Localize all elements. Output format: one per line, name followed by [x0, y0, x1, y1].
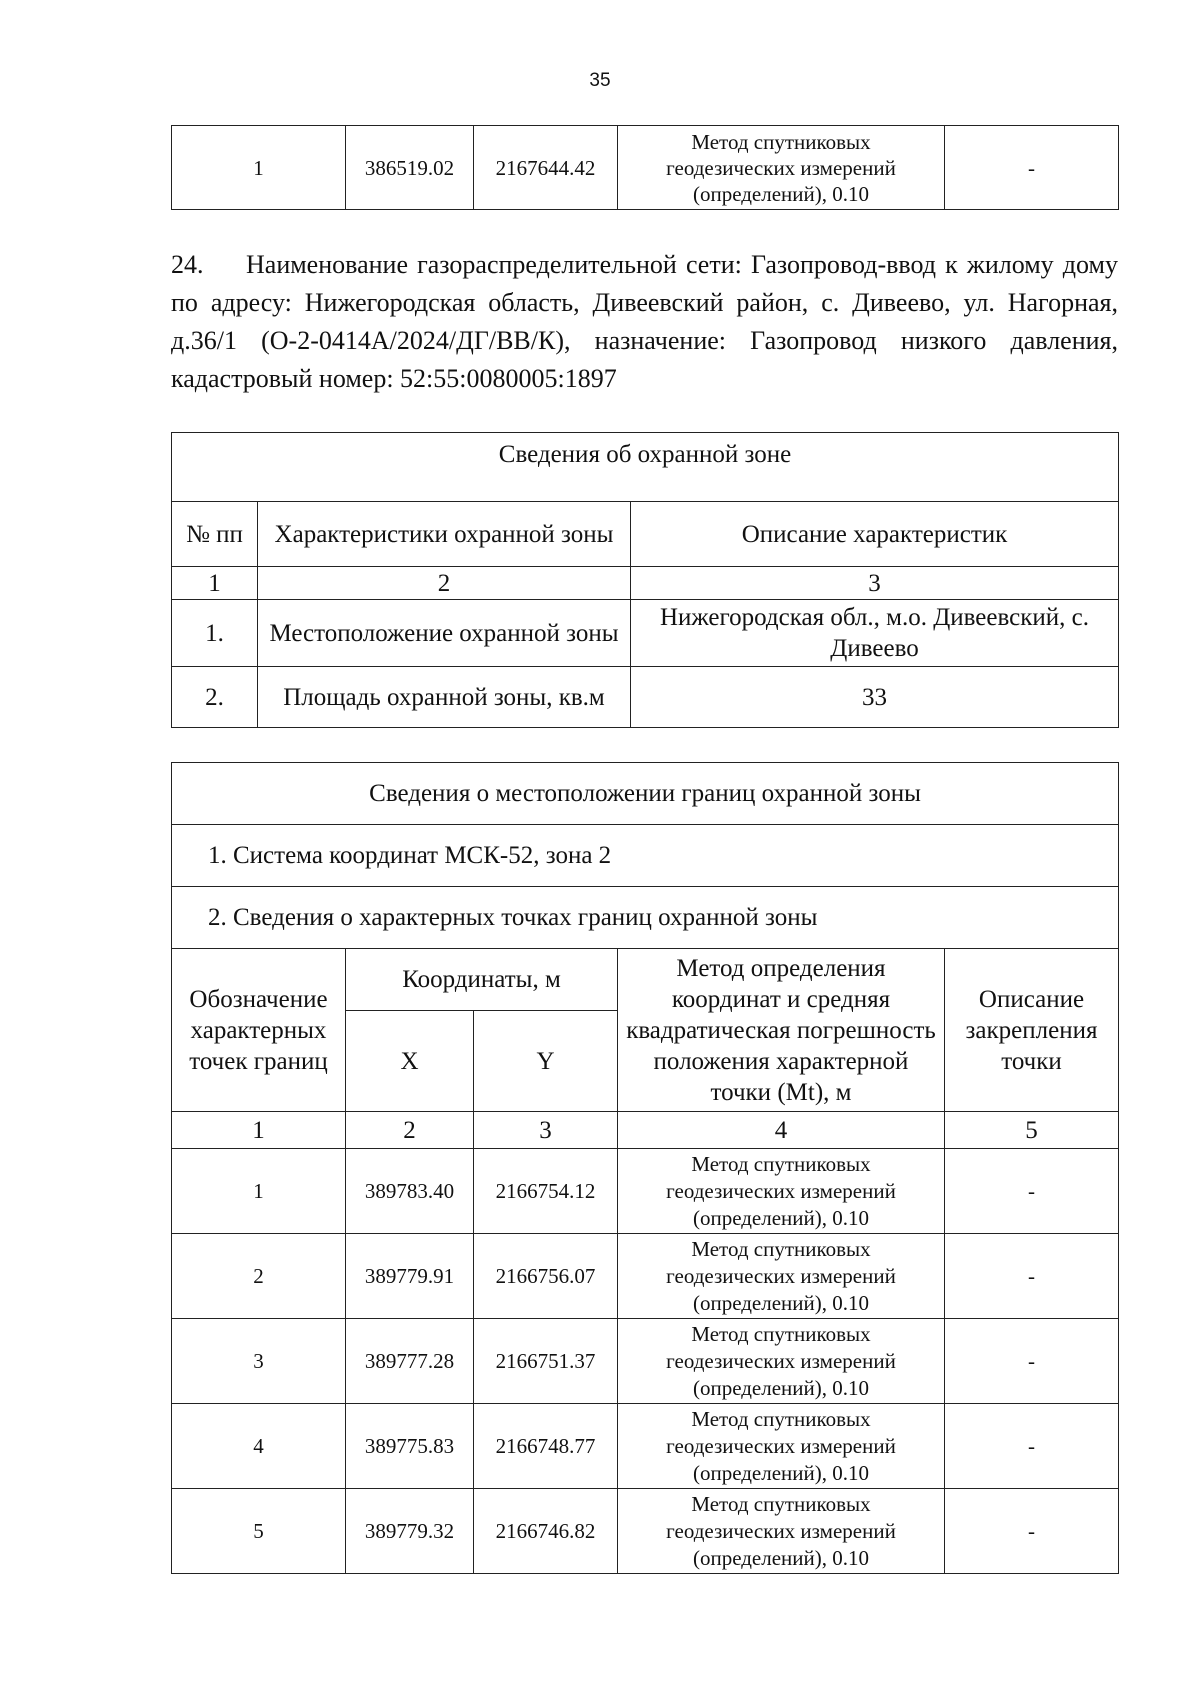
- x-cell: 389783.40: [346, 1149, 474, 1234]
- method-cell: [618, 1149, 945, 1234]
- method-cell: [618, 126, 945, 210]
- point-cell: 3: [172, 1319, 346, 1404]
- x-cell: 389779.91: [346, 1234, 474, 1319]
- method-line: геодезических измерений: [666, 155, 896, 180]
- method-line: геодезических измерений: [666, 1263, 896, 1288]
- method-cell: [618, 1234, 945, 1319]
- method-line: Метод спутниковых: [691, 1151, 871, 1176]
- x-cell: 389779.32: [346, 1489, 474, 1574]
- fixing-cell: -: [945, 1234, 1119, 1319]
- method-line: Метод спутниковых: [691, 1321, 871, 1346]
- zone-table-title: Сведения об охранной зоне: [172, 433, 1119, 502]
- header-fixing: Описание закрепления точки: [945, 949, 1119, 1112]
- item-number: 24.: [171, 250, 204, 279]
- col-number: 3: [631, 567, 1119, 600]
- point-cell: 4: [172, 1404, 346, 1489]
- y-cell: 2167644.42: [474, 126, 618, 210]
- header-y: Y: [474, 1011, 618, 1112]
- bounds-table-title: Сведения о местоположении границ охранной зоны: [172, 763, 1119, 825]
- method-cell: [618, 1319, 945, 1404]
- point-cell: 1: [172, 126, 346, 210]
- header-description: Описание характеристик: [631, 502, 1119, 567]
- point-cell: 5: [172, 1489, 346, 1574]
- y-cell: 2166754.12: [474, 1149, 618, 1234]
- header-x: X: [346, 1011, 474, 1112]
- method-cell: [618, 1489, 945, 1574]
- boundary-points-table: [171, 762, 1119, 1574]
- method-line: Метод спутниковых: [691, 1236, 871, 1261]
- method-cell: [618, 1404, 945, 1489]
- object-description: [171, 246, 1118, 398]
- method-line: (определений), 0.10: [692, 181, 870, 206]
- method-line: (определений), 0.10: [692, 1290, 870, 1315]
- method-line: (определений), 0.10: [692, 1375, 870, 1400]
- method-line: Метод спутниковых: [691, 1491, 871, 1516]
- x-cell: 389777.28: [346, 1319, 474, 1404]
- x-cell: 386519.02: [346, 126, 474, 210]
- header-number: № пп: [172, 502, 258, 567]
- item-text: Наименование газораспределительной сети: Газопровод-ввод к жилому дому по адресу: Нижегородская область, Дивеевский район, с. Дивеево, ул. Нагорная, д.36/1 (О-2-0414А/2024/ДГ/ВВ/К), назначение: Газопровод низкого давления, кадастровый номер: 52:55:0080005:1897: [171, 250, 1118, 393]
- col-number: 1: [172, 567, 258, 600]
- page-number: 35: [589, 70, 611, 91]
- row-number: 2.: [172, 667, 258, 728]
- col-number: 3: [474, 1112, 618, 1149]
- table-row: [172, 1319, 1119, 1404]
- y-cell: 2166756.07: [474, 1234, 618, 1319]
- method-line: геодезических измерений: [666, 1178, 896, 1203]
- table-row: [172, 667, 1119, 728]
- y-cell: 2166748.77: [474, 1404, 618, 1489]
- table-row: [172, 1404, 1119, 1489]
- y-cell: 2166746.82: [474, 1489, 618, 1574]
- row-name: Площадь охранной зоны, кв.м: [258, 667, 631, 728]
- row-value: 33: [631, 667, 1119, 728]
- row-name: Местоположение охранной зоны: [258, 600, 631, 667]
- fixing-cell: -: [945, 126, 1119, 210]
- zone-info-table: [171, 432, 1119, 728]
- header-characteristics: Характеристики охранной зоны: [258, 502, 631, 567]
- method-line: (определений), 0.10: [692, 1545, 870, 1570]
- fixing-cell: -: [945, 1149, 1119, 1234]
- method-line: геодезических измерений: [666, 1433, 896, 1458]
- table-row: [172, 126, 1119, 210]
- method-line: (определений), 0.10: [692, 1205, 870, 1230]
- fixing-cell: -: [945, 1404, 1119, 1489]
- col-number: 1: [172, 1112, 346, 1149]
- col-number: 2: [258, 567, 631, 600]
- y-cell: 2166751.37: [474, 1319, 618, 1404]
- points-title: 2. Сведения о характерных точках границ охранной зоны: [172, 887, 1119, 949]
- table-row: [172, 1489, 1119, 1574]
- top-coordinates-table: [171, 125, 1119, 210]
- x-cell: 389775.83: [346, 1404, 474, 1489]
- row-value: Нижегородская обл., м.о. Дивеевский, с. Дивеево: [631, 600, 1119, 667]
- header-method: Метод определения координат и средняя квадратическая погрешность положения характерной точки (Mt), м: [618, 949, 945, 1112]
- table-row: [172, 1234, 1119, 1319]
- method-line: (определений), 0.10: [692, 1460, 870, 1485]
- fixing-cell: -: [945, 1319, 1119, 1404]
- method-line: геодезических измерений: [666, 1518, 896, 1543]
- fixing-cell: -: [945, 1489, 1119, 1574]
- col-number: 4: [618, 1112, 945, 1149]
- header-point: Обозначение характерных точек границ: [172, 949, 346, 1112]
- method-line: Метод спутниковых: [691, 129, 871, 154]
- method-line: геодезических измерений: [666, 1348, 896, 1373]
- header-coords: Координаты, м: [346, 949, 618, 1011]
- table-row: [172, 600, 1119, 667]
- col-number: 5: [945, 1112, 1119, 1149]
- method-line: Метод спутниковых: [691, 1406, 871, 1431]
- coordinate-system: 1. Система координат МСК-52, зона 2: [172, 825, 1119, 887]
- table-row: [172, 1149, 1119, 1234]
- col-number: 2: [346, 1112, 474, 1149]
- point-cell: 2: [172, 1234, 346, 1319]
- row-number: 1.: [172, 600, 258, 667]
- point-cell: 1: [172, 1149, 346, 1234]
